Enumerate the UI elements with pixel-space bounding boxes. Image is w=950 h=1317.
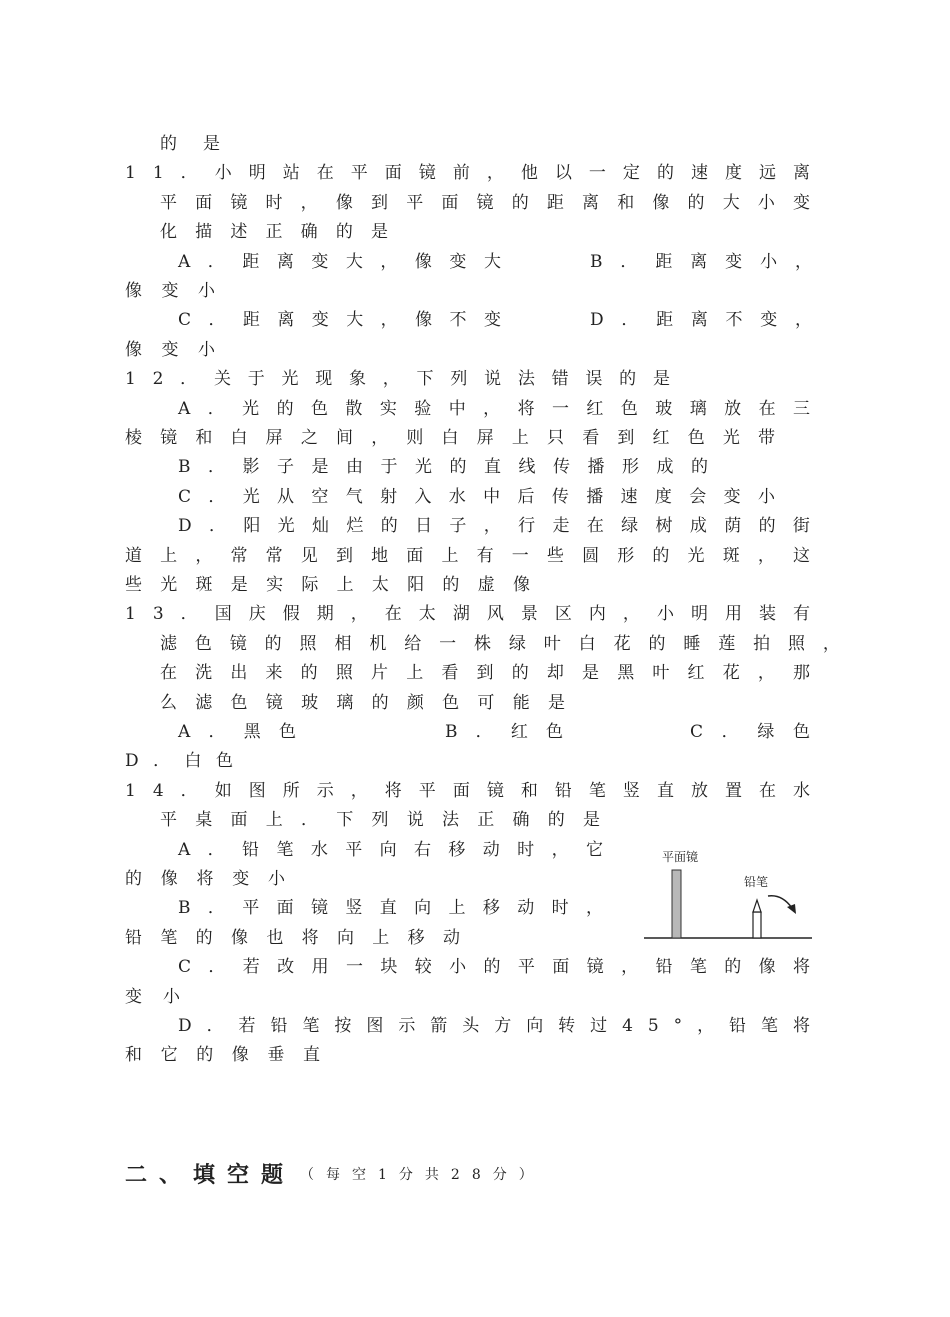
text-line (0, 749, 950, 773)
text-line (0, 632, 950, 656)
text-line (0, 544, 950, 568)
text-segment: 在洗出来的照片上看到的却是黑叶红花，那 (160, 663, 829, 683)
text-segment: A．距离变大，像变大 (178, 252, 519, 272)
text-segment: 11．小明站在平面镜前，他以一定的速度远离 (125, 163, 828, 183)
text-segment: 些光斑是实际上太阳的虚像 (125, 575, 549, 595)
text-line (0, 308, 950, 332)
section-title: 二、填空题 (125, 1163, 296, 1188)
text-segment: C．若改用一块较小的平面镜，铅笔的像将 (178, 957, 828, 977)
text-segment: 像变小 (125, 340, 235, 360)
text-line (0, 985, 950, 1009)
text-segment: 的像将变小 (125, 869, 304, 889)
text-segment: 变小 (125, 987, 201, 1007)
text-line (0, 397, 950, 421)
text-line (0, 808, 950, 832)
text-line (0, 367, 950, 391)
text-segment: 的是 (160, 134, 246, 154)
text-segment: 道上，常常见到地面上有一些圆形的光斑，这 (125, 546, 829, 566)
rotation-arrow (768, 896, 792, 908)
mirror-pencil-figure (640, 840, 820, 950)
pencil-label: 铅笔 (744, 875, 769, 889)
text-line (0, 191, 950, 215)
text-line (0, 338, 950, 362)
text-segment: C．光从空气射入水中后传播速度会变小 (178, 487, 793, 507)
text-line (0, 602, 950, 626)
text-line (0, 132, 950, 156)
text-segment: D．若铅笔按图示箭头方向转过45°，铅笔将 (178, 1016, 825, 1036)
section-heading (0, 1158, 950, 1192)
text-line (0, 691, 950, 715)
arrow-head-icon (787, 904, 796, 914)
pencil (753, 912, 761, 938)
text-segment: 13．国庆假期，在太湖风景区内，小明用装有 (125, 604, 828, 624)
text-line (0, 720, 950, 744)
text-line (0, 573, 950, 597)
text-segment: 化描述正确的是 (160, 222, 407, 242)
text-segment: C．距离变大，像不变 (178, 310, 519, 330)
text-line (0, 779, 950, 803)
text-line (0, 1043, 950, 1067)
text-segment: D．距离不变， (590, 310, 830, 330)
text-segment: A．光的色散实验中，将一红色玻璃放在三 (178, 399, 828, 419)
text-segment: 铅笔的像也将向上移动 (125, 928, 479, 948)
text-line (0, 485, 950, 509)
text-segment: A．铅笔水平向右移动时，它 (178, 840, 621, 860)
text-segment: 和它的像垂直 (125, 1045, 339, 1065)
plane-mirror (672, 870, 681, 938)
section-note: （每空1分共28分） (300, 1167, 545, 1183)
text-segment: 像变小 (125, 281, 235, 301)
text-segment: 14．如图所示，将平面镜和铅笔竖直放置在水 (125, 781, 828, 801)
text-segment: 么滤色镜玻璃的颜色可能是 (160, 693, 584, 713)
text-segment: A．黑色 (178, 722, 315, 742)
text-segment: B．影子是由于光的直线传播形成的 (178, 457, 726, 477)
text-line (0, 455, 950, 479)
mirror-pencil-diagram (640, 840, 820, 950)
text-line (0, 426, 950, 450)
text-segment: C．绿色 (690, 722, 829, 742)
text-segment: 12．关于光现象，下列说法错误的是 (125, 369, 687, 389)
text-line (0, 661, 950, 685)
mirror-label: 平面镜 (662, 850, 699, 864)
text-segment: 平面镜时，像到平面镜的距离和像的大小变 (160, 193, 829, 213)
text-segment: B．平面镜竖直向上移动时， (178, 898, 621, 918)
text-line (0, 514, 950, 538)
text-segment: 滤色镜的照相机给一株绿叶白花的睡莲拍照， (160, 634, 858, 654)
text-segment: 棱镜和白屏之间，则白屏上只看到红色光带 (125, 428, 794, 448)
text-segment: B．红色 (445, 722, 582, 742)
text-segment: B．距离变小， (590, 252, 830, 272)
text-segment: D．白色 (125, 751, 248, 771)
text-line (0, 250, 950, 274)
text-line (0, 220, 950, 244)
pencil-tip (753, 900, 761, 912)
text-line (0, 1014, 950, 1038)
text-segment: 平桌面上．下列说法正确的是 (160, 810, 619, 830)
text-line (0, 955, 950, 979)
text-segment: D．阳光灿烂的日子，行走在绿树成荫的街 (178, 516, 828, 536)
text-line (0, 161, 950, 185)
text-line (0, 279, 950, 303)
